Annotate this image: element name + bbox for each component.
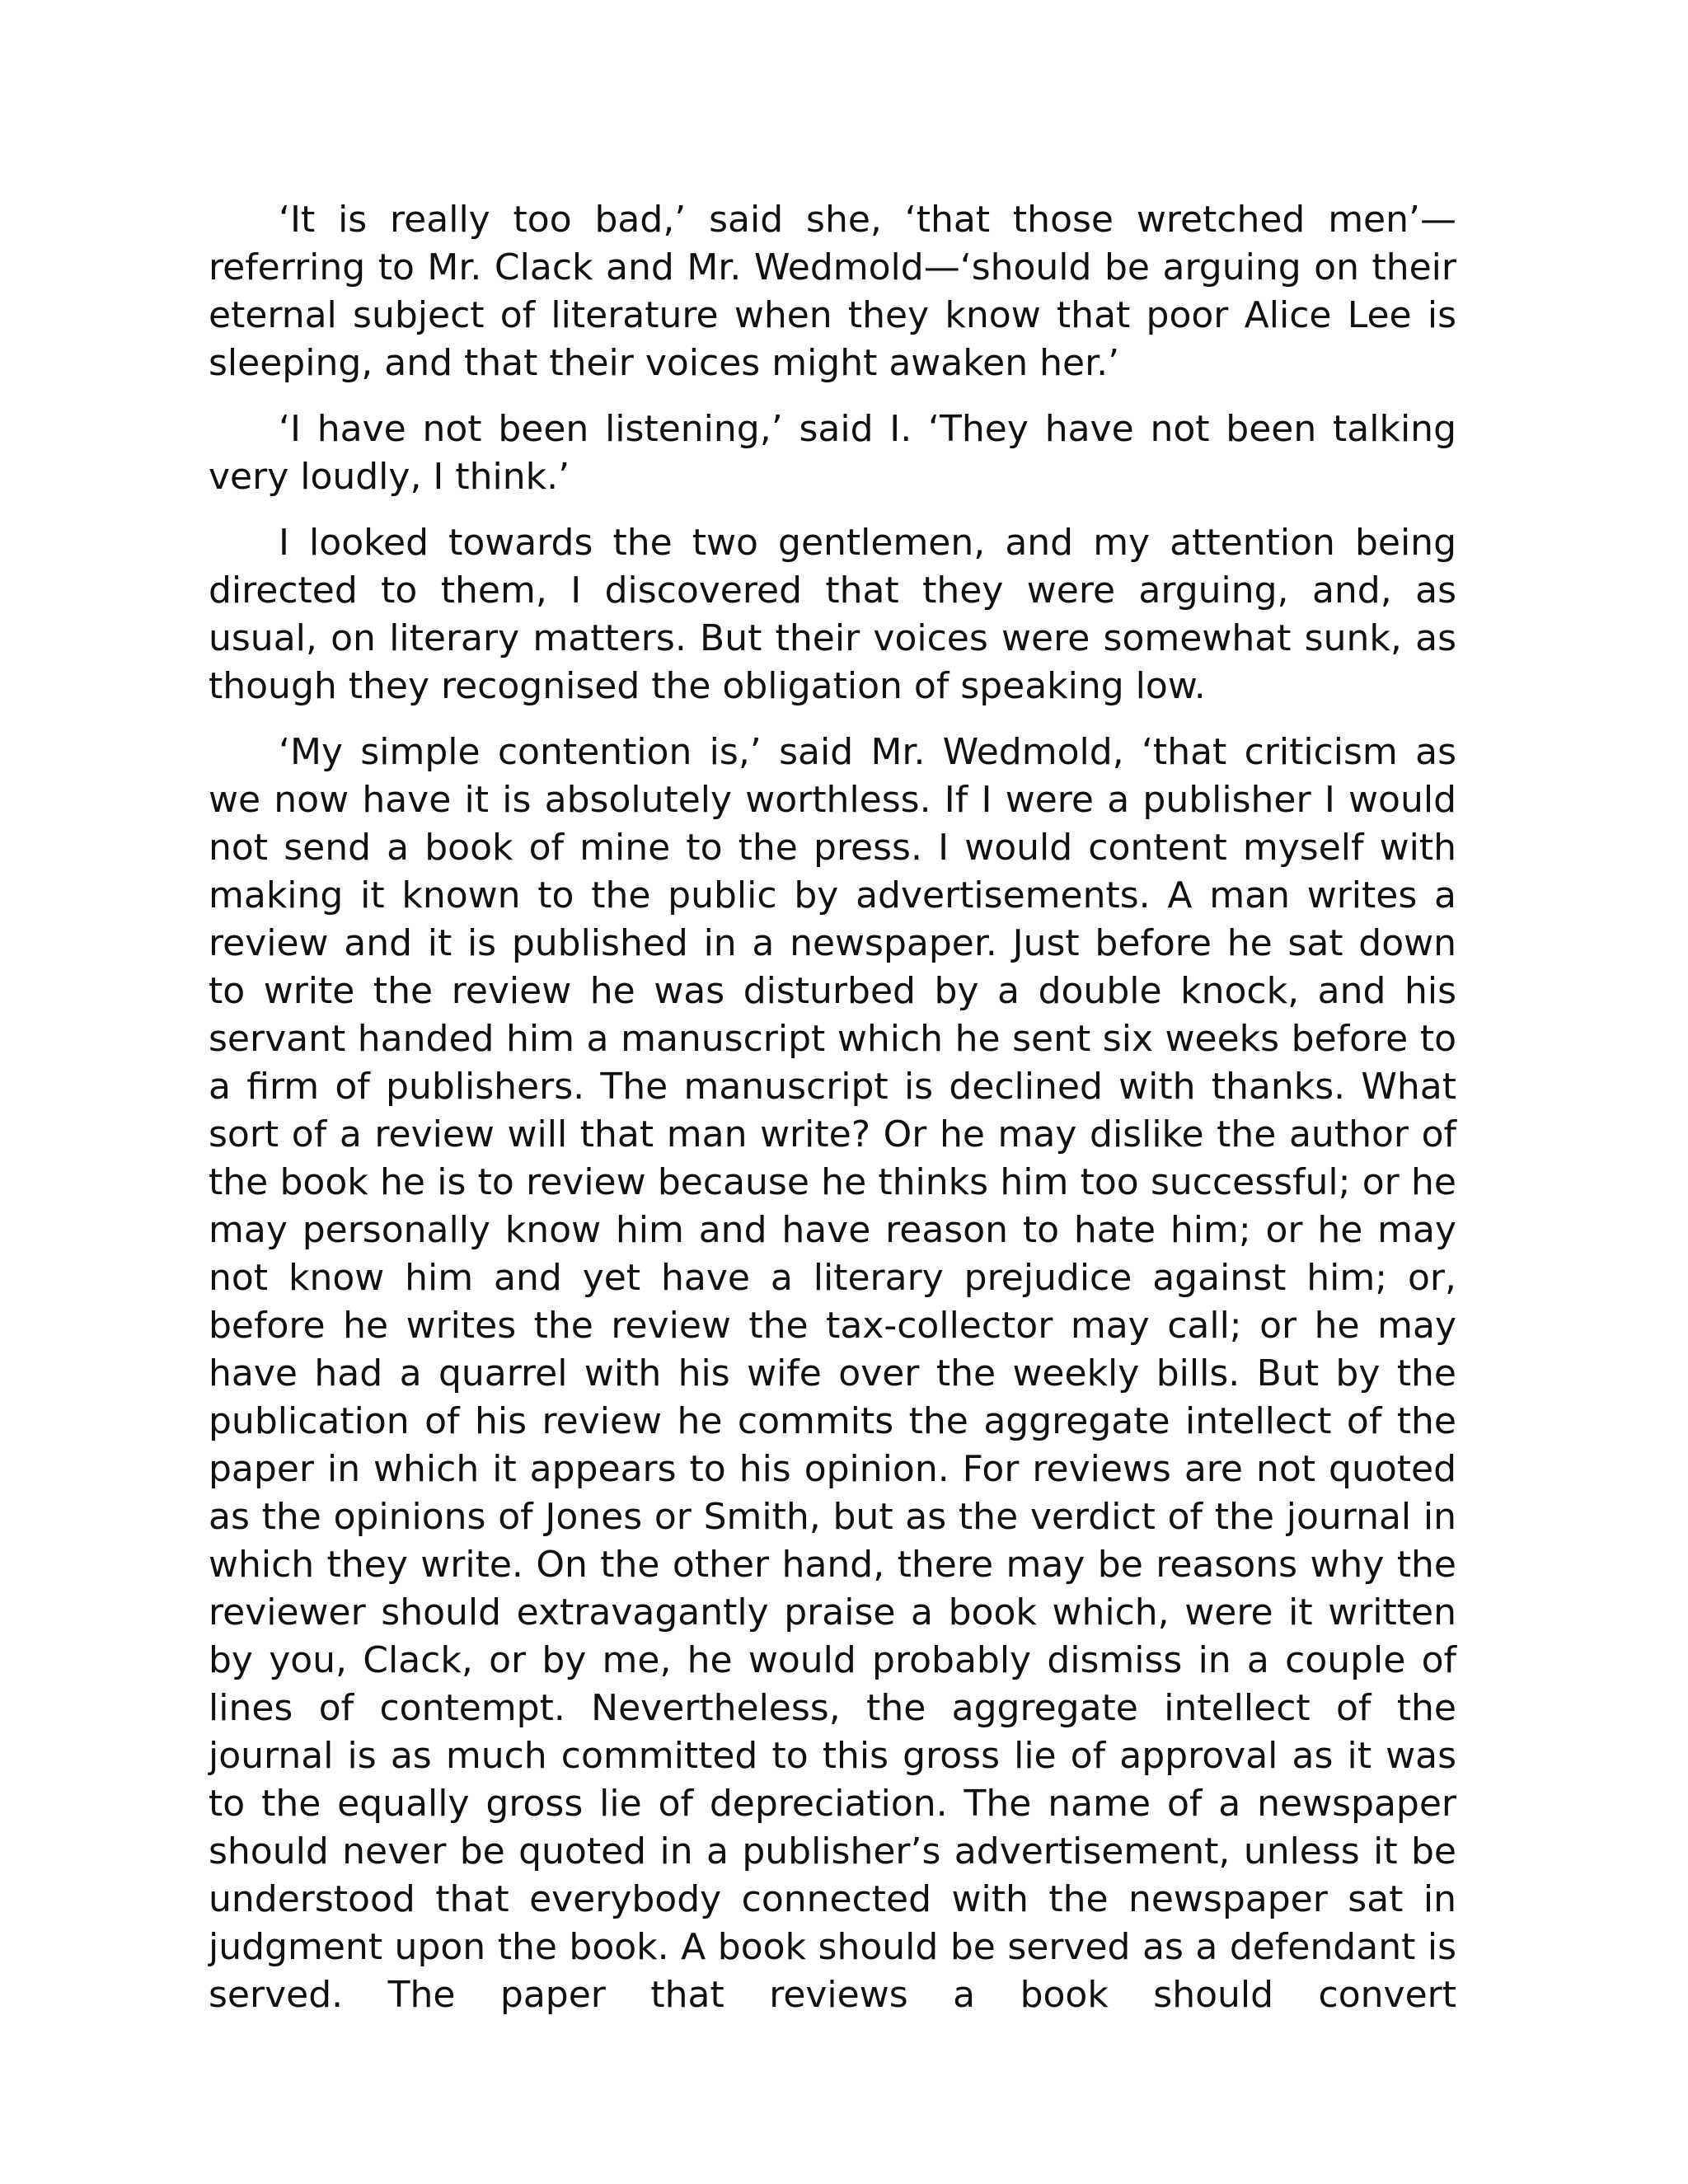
paragraph-4: ‘My simple contention is,’ said Mr. Wedmold, ‘that criticism as we now have it is absolutely worthless. If I were a publisher I would not send a book of mine to the press. I would content myself with making it known to the public by advertisements. A man writes a review and it is published in a newspaper. Just before he sat down to write the review he was disturbed by a double knock, and his servant handed him a manuscript which he sent six weeks before to a firm of publishers. The manuscript is declined with thanks. What sort of a review will that man write? Or he may dislike the author of the book he is to review because he thinks him too successful; or he may personally know him and have reason to hate him; or he may not know him and yet have a literary prejudice against him; or, before he writes the review the tax-collector may call; or he may have had a quarrel with his wife over the weekly bills. But by the publication of his review he commits the aggregate intellect of the paper in which it appears to his opinion. For reviews are not quoted as the opinions of Jones or Smith, but as the verdict of the journal in which they write. On the other hand, there may be reasons why the reviewer should extravagantly praise a book which, were it written by you, Clack, or by me, he would probably dismiss in a couple of lines of contempt. Nevertheless, the aggregate intellect of the journal is as much committed to this gross lie of approval as it was to the equally gross lie of depreciation. The name of a newspaper should never be quoted in a publisher’s advertisement, unless it be understood that everybody connected with the newspaper sat in judgment upon the book. A book should be served as a defendant is served. The paper that reviews a book should convert xyxy=(209,731,1456,2016)
paragraph-1: ‘It is really too bad,’ said she, ‘that those wretched men’—referring to Mr. Clack and Mr. Wedmold—‘should be arguing on their eternal subject of literature when they know that poor Alice Lee is sleeping, and that their voices might awaken her.’ xyxy=(209,199,1456,384)
paragraph-3: I looked towards the two gentlemen, and my attention being directed to them, I discovered that they were arguing, and, as usual, on literary matters. But their voices were somewhat sunk, as though they recognised the obligation of speaking low. xyxy=(209,522,1456,707)
body-text xyxy=(209,196,1456,2019)
paragraph-2: ‘I have not been listening,’ said I. ‘They have not been talking very loudly, I think.’ xyxy=(209,408,1456,498)
